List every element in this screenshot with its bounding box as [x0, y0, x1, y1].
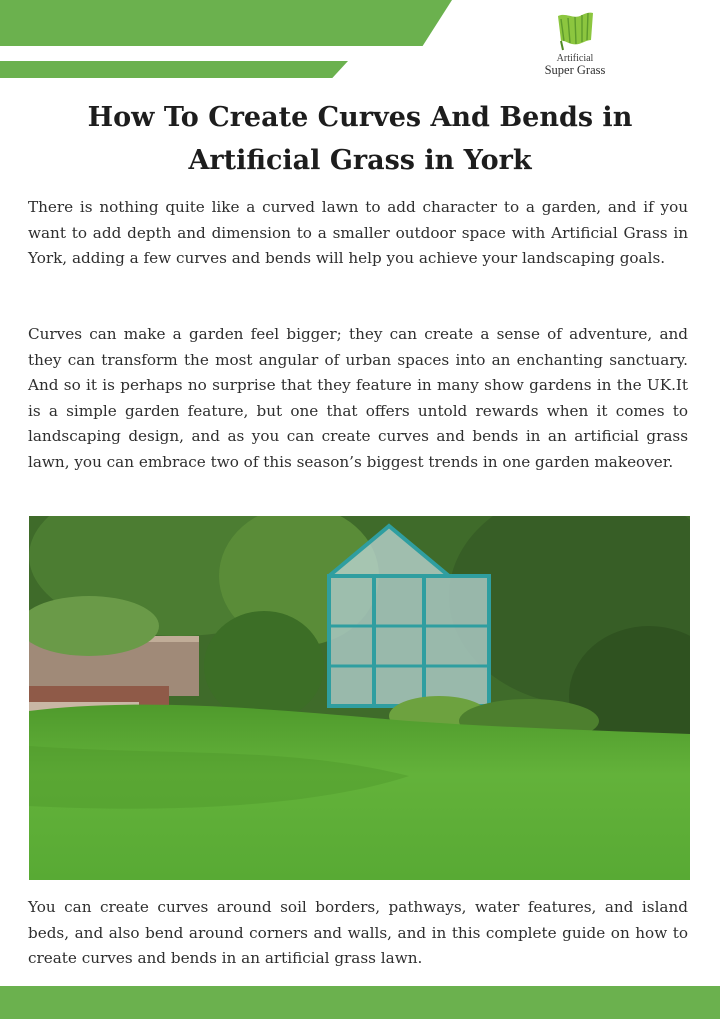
- brand-logo[interactable]: [536, 10, 614, 80]
- header-band-second: [0, 61, 348, 78]
- header-band-top: [0, 0, 452, 46]
- garden-photo: [29, 516, 690, 880]
- intro-paragraph: There is nothing quite like a curved lawn to add character to a garden, and if you want to add depth and dimension to a smaller outdoor space with Artificial Grass in York, adding a few curves and bends will help you achieve your landscaping goals.: [28, 198, 688, 267]
- curves-paragraph: Curves can make a garden feel bigger; they can create a sense of adventure, and they can transform the most angular of urban spaces into an enchanting sanctuary. And so it is perhaps no surprise that they feature in many show gardens in the UK.It is a simple garden feature, but one that offers untold rewards when it comes to landscaping design, and as you can create curves and bends in an artificial grass lawn, you can embrace two of this season’s biggest trends in one garden makeover.: [28, 325, 688, 471]
- footer-band: [0, 986, 720, 1019]
- logo-text-artificial: Artificial: [556, 53, 594, 64]
- logo-text-super-grass: Super Grass: [544, 63, 606, 77]
- article-title: How To Create Curves And Bends in Artificial Grass in York: [87, 102, 633, 176]
- grass-flag-icon: [552, 10, 598, 52]
- closing-paragraph: You can create curves around soil borders, pathways, water features, and island beds, and also bend around corners and walls, and in this complete guide on how to create curves and bends in an artificial grass lawn.: [28, 898, 688, 967]
